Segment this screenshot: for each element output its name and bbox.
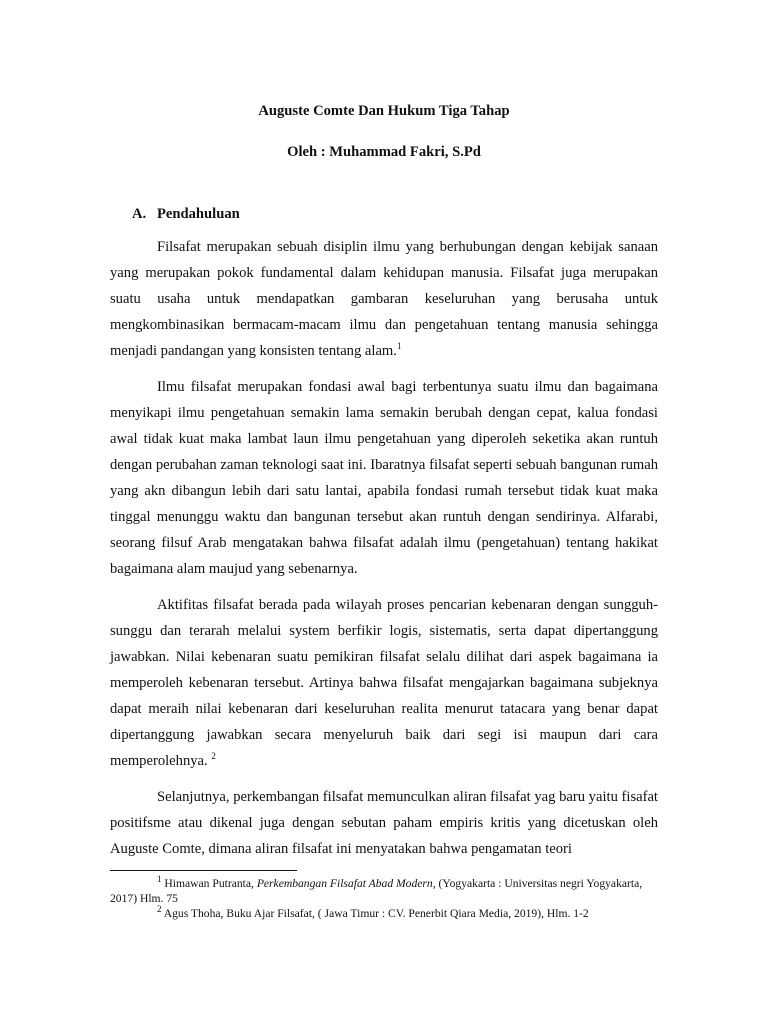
footnote-1 [110, 876, 658, 906]
section-title: Pendahuluan [157, 206, 240, 222]
footnote-2 [110, 906, 658, 921]
footnote-number: 1 [157, 874, 162, 885]
footnote-separator [110, 870, 297, 871]
footnotes [110, 876, 658, 921]
footnote-text: Agus Thoha, Buku Ajar Filsafat, ( Jawa Timur : CV. Penerbit Qiara Media, 2019), Hlm. 1-2 [163, 907, 589, 920]
paragraph-3 [110, 592, 658, 774]
paragraph-text: Selanjutnya, perkembangan filsafat memunculkan aliran filsafat yag baru yaitu fisafat positifsme atau dikenal juga dengan sebutan paham empiris kritis yang dicetuskan oleh Auguste Comte, dimana aliran filsafat ini menyatakan bahwa pengamatan teori [110, 789, 658, 857]
paragraph-1 [110, 234, 658, 364]
paragraph-text: Filsafat merupakan sebuah disiplin ilmu yang berhubungan dengan kebijak sanaan yang merupakan pokok fundamental dalam kehidupan manusia. Filsafat juga merupakan suatu usaha untuk mendapatkan gambaran keseluruhan yang berusaha untuk mengkombinasikan bermacam-macam ilmu dan pengetahuan tentang manusia sehingga menjadi pandangan yang konsisten tentang alam. [110, 239, 658, 359]
paragraph-4 [110, 784, 658, 862]
paragraph-text: Ilmu filsafat merupakan fondasi awal bagi terbentunya suatu ilmu dan bagaimana menyikapi ilmu pengetahuan semakin lama semakin berubah dengan cepat, kalua fondasi awal tidak kuat maka lambat laun ilmu pengetahuan yang diperoleh seketika akan runtuh dengan perubahan zaman teknologi saat ini. Ibaratnya filsafat seperti sebuah bangunan rumah yang akn dibangun lebih dari satu lantai, apabila fondasi rumah tersebut tidak kuat maka tinggal menunggu waktu dan bangunan tersebut akan runtuh dengan sendirinya. Alfarabi, seorang filsuf Arab mengatakan bahwa filsafat adalah ilmu (pengetahuan) tentang hakikat bagaimana alam maujud yang sebenarnya. [110, 379, 658, 577]
footnote-book-title: Perkembangan Filsafat Abad Modern, [256, 877, 436, 890]
footnote-text: (Yogyakarta : Universitas negri Yogyakarta, 2017) Hlm. 75 [110, 877, 643, 905]
section-heading [132, 205, 240, 223]
footnote-ref-1: 1 [396, 341, 402, 352]
footnote-text: Himawan Putranta, [164, 877, 257, 890]
page-title: Auguste Comte Dan Hukum Tiga Tahap [258, 103, 510, 119]
footnote-number: 2 [157, 904, 162, 915]
section-number: A. [132, 206, 147, 222]
author-line: Oleh : Muhammad Fakri, S.Pd [287, 144, 481, 160]
paragraph-2 [110, 374, 658, 582]
footnote-ref-2: 2 [211, 751, 216, 762]
body-text [110, 234, 658, 862]
paragraph-text: Aktifitas filsafat berada pada wilayah proses pencarian kebenaran dengan sungguh-sunggu dan terarah melalui system berfikir logis, sistematis, serta dapat dipertanggung jawabkan. Nilai kebenaran suatu pemikiran filsafat selalu dilihat dari aspek bagaimana ia memperoleh kebenaran tersebut. Artinya bahwa filsafat mengajarkan bagaimana subjeknya dapat meraih nilai kebenaran dari keseluruhan realita menurut tatacara yang benar dapat dipertanggung jawabkan secara menyeluruh baik dari segi isi maupun dari cara memperolehnya. [110, 597, 658, 769]
